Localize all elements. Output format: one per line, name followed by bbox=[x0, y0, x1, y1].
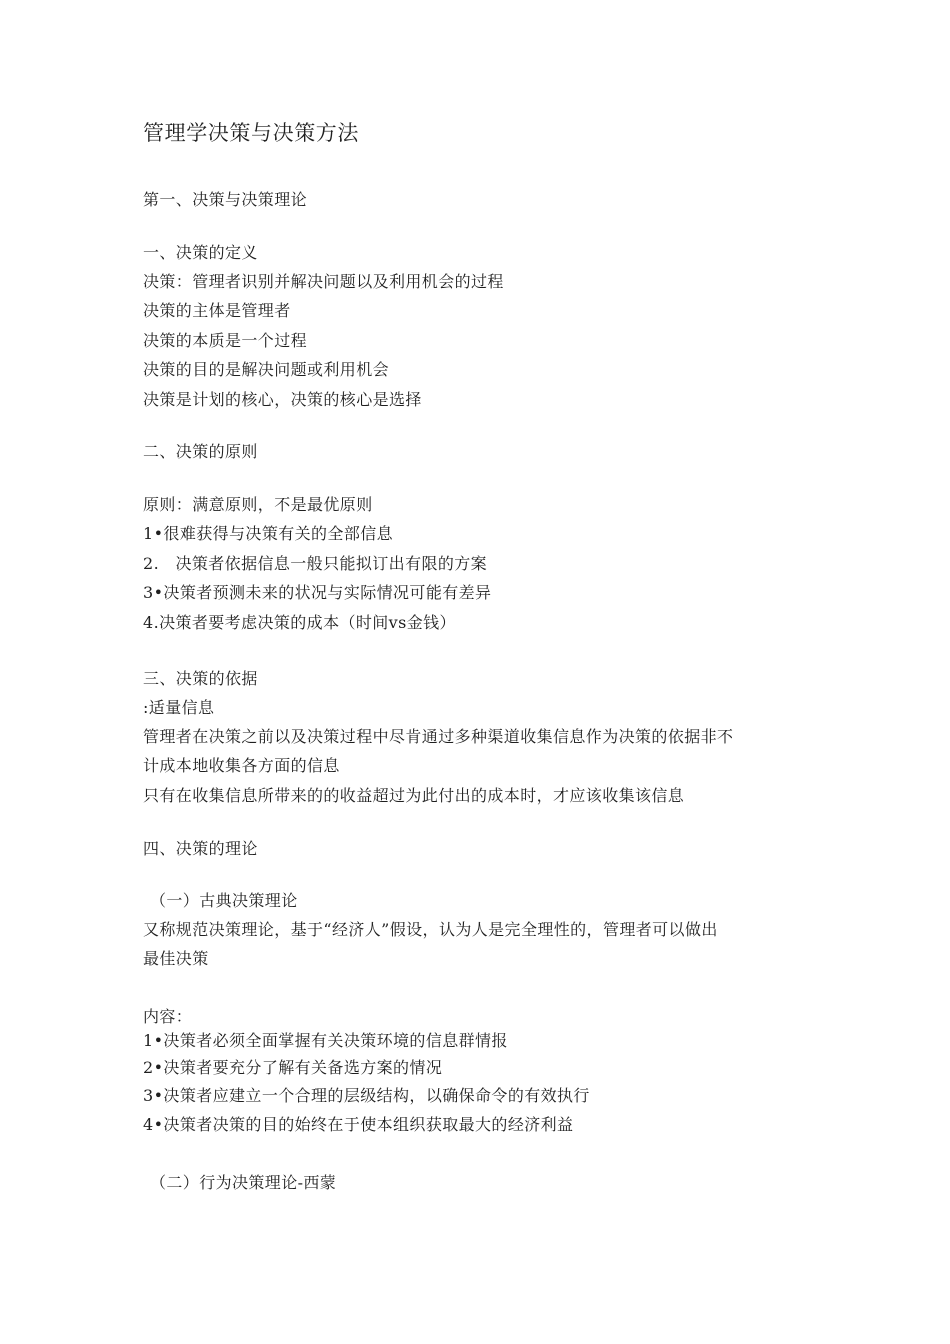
chapter-heading: 第一、决策与决策理论 bbox=[143, 190, 308, 209]
basis-line: 计成本地收集各方面的信息 bbox=[143, 756, 340, 775]
classical-line: 最佳决策 bbox=[143, 949, 209, 968]
classical-line: 又称规范决策理论，基于“经济人”假设，认为人是完全理性的，管理者可以做出 bbox=[143, 920, 718, 939]
content-item: 3•决策者应建立一个合理的层级结构，以确保命令的有效执行 bbox=[143, 1086, 590, 1105]
subsection-heading-classical: （一）古典决策理论 bbox=[150, 891, 298, 910]
definition-line: 决策的主体是管理者 bbox=[143, 301, 291, 320]
content-item: 4•决策者决策的目的始终在于使本组织获取最大的经济利益 bbox=[143, 1115, 574, 1134]
definition-line: 决策的本质是一个过程 bbox=[143, 331, 308, 350]
subsection-heading-behavioral: （二）行为决策理论-西蒙 bbox=[150, 1173, 337, 1192]
basis-line: :适量信息 bbox=[143, 698, 215, 717]
principle-line: 2. 决策者依据信息一般只能拟订出有限的方案 bbox=[143, 554, 488, 573]
content-label: 内容： bbox=[143, 1007, 193, 1026]
document-title: 管理学决策与决策方法 bbox=[143, 121, 359, 145]
principle-line: 3•决策者预测未来的状况与实际情况可能有差异 bbox=[143, 583, 492, 602]
principle-line: 1•很难获得与决策有关的全部信息 bbox=[143, 524, 394, 543]
section-heading-definition: 一、决策的定义 bbox=[143, 243, 258, 262]
content-item: 2•决策者要充分了解有关备选方案的情况 bbox=[143, 1058, 443, 1077]
principle-line: 原则：满意原则，不是最优原则 bbox=[143, 495, 373, 514]
definition-line: 决策：管理者识别并解决问题以及利用机会的过程 bbox=[143, 272, 504, 291]
content-item: 1•决策者必须全面掌握有关决策环境的信息群情报 bbox=[143, 1031, 508, 1050]
definition-line: 决策是计划的核心，决策的核心是选择 bbox=[143, 390, 422, 409]
principle-line: 4.决策者要考虑决策的成本（时间vs金钱） bbox=[143, 613, 456, 632]
definition-line: 决策的目的是解决问题或利用机会 bbox=[143, 360, 390, 379]
basis-line: 只有在收集信息所带来的的收益超过为此付出的成本时，才应该收集该信息 bbox=[143, 786, 685, 805]
section-heading-principles: 二、决策的原则 bbox=[143, 442, 258, 461]
section-heading-theory: 四、决策的理论 bbox=[143, 839, 258, 858]
section-heading-basis: 三、决策的依据 bbox=[143, 669, 258, 688]
basis-line: 管理者在决策之前以及决策过程中尽肯通过多种渠道收集信息作为决策的依据非不 bbox=[143, 727, 734, 746]
